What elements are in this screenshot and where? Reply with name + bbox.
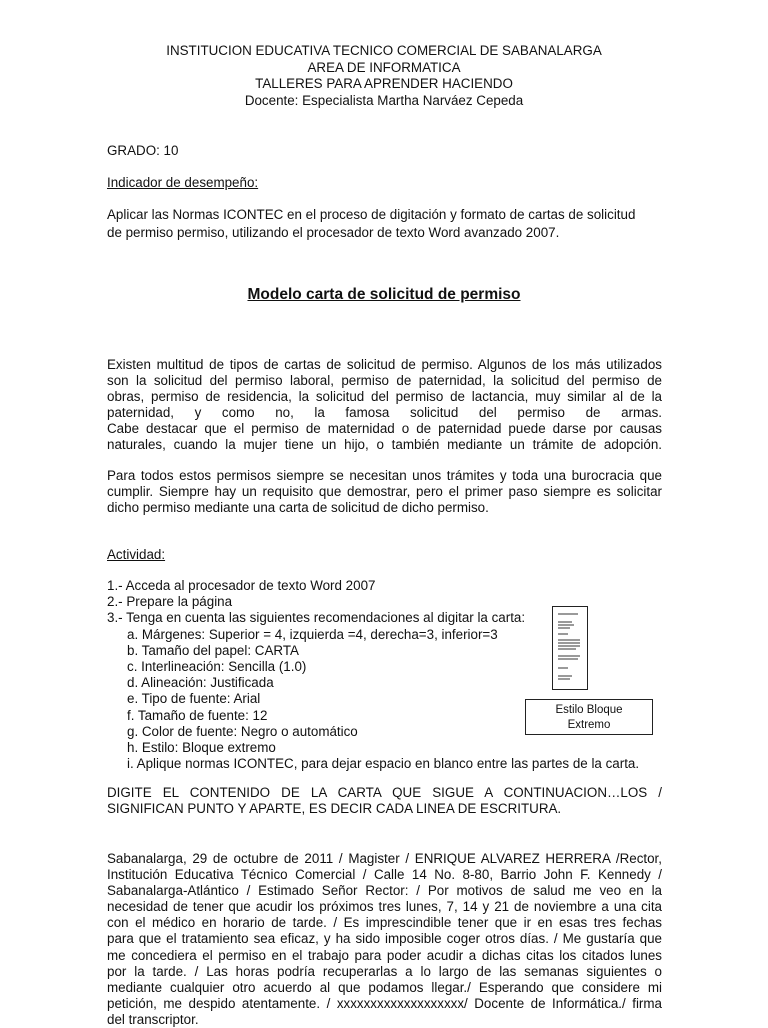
teacher-name: Docente: Especialista Martha Narváez Cepeda [244, 92, 524, 108]
letter-line: Sabanalarga, 29 de octubre de 2011 / Magister / ENRIQUE ALVAREZ HERRERA /Rector, [107, 851, 662, 866]
activity-subitem: d. Alineación: Justificada [127, 675, 274, 691]
area-name: AREA DE INFORMATICA [307, 59, 461, 75]
document-title: Modelo carta de solicitud de permiso [247, 286, 521, 303]
paragraph-line: cumplir. Siempre hay un requisito que demostrar, pero el primer paso siempre es solicitar [107, 484, 662, 499]
institution-name: INSTITUCION EDUCATIVA TECNICO COMERCIAL DE SABANALARGA [166, 43, 602, 58]
letter-line: me concediera el permiso en el trabajo para poder acudir a dichas citas los citados lunes [107, 947, 662, 963]
activity-subitem: e. Tipo de fuente: Arial [127, 691, 261, 707]
paragraph-line: Para todos estos permisos siempre se necesitan unos trámites y toda una burocracia que [107, 468, 662, 483]
paragraph-line: naturales, cuando la mujer tiene un hijo, o también mediante un trámite de adopción. [107, 437, 662, 452]
activity-heading: Actividad: [107, 547, 166, 562]
activity-subitem: g. Color de fuente: Negro o automático [127, 723, 358, 739]
letter-line: mediante cualquier otro acuerdo al que podamos llegar./ Esperando que considere mi [107, 979, 662, 995]
letter-line: necesidad de tener que acudir los próximos tres lunes, 7, 14 y 21 de noviembre a una cita [107, 899, 662, 915]
caption-line: Extremo [567, 719, 611, 731]
activity-step: 2.- Prepare la página [107, 594, 233, 610]
paragraph-line: obras, permiso de residencia, la solicitud del permiso de lactancia, muy similar al de la [107, 389, 662, 404]
activity-step: 1.- Acceda al procesador de texto Word 2007 [107, 578, 376, 593]
intro-paragraph-1 [107, 357, 662, 453]
paragraph-line: Cabe destacar que el permiso de maternidad o de paternidad puede darse por causas [107, 421, 662, 436]
letter-body [107, 851, 662, 1028]
letter-line: petición, me despido atentamente. / xxxxxxxxxxxxxxxxxxx/ Docente de Informática./ firma [107, 995, 662, 1011]
activity-step: 3.- Tenga en cuenta las siguientes recomendaciones al digitar la carta: [107, 610, 526, 626]
letter-line: por la tarde. / Las horas podría recuperarlas a lo largo de las semanas siguientes o [107, 963, 662, 979]
paragraph-line: dicho permiso mediante una carta de solicitud de dicho permiso. [107, 500, 489, 515]
instruction-text [107, 785, 662, 817]
caption-line: Estilo Bloque [555, 704, 623, 716]
intro-paragraph-2 [107, 468, 662, 516]
activity-subitem: h. Estilo: Bloque extremo [127, 740, 276, 756]
letter-line: para que el tratamiento sea eficaz, y ha sido imposible coger otros días. / Me gustaría que [107, 931, 662, 947]
activity-subitem: i. Aplique normas ICONTEC, para dejar espacio en blanco entre las partes de la carta. [127, 756, 640, 772]
document-header [0, 43, 768, 109]
paragraph-line: Existen multitud de tipos de cartas de solicitud de permiso. Algunos de los más utilizados [107, 357, 662, 372]
instruction-line: SIGNIFICAN PUNTO Y APARTE, ES DECIR CADA LINEA DE ESCRITURA. [107, 801, 562, 816]
activity-subitem: f. Tamaño de fuente: 12 [127, 707, 268, 723]
indicator-heading: Indicador de desempeño: [107, 175, 259, 190]
workshop-name: TALLERES PARA APRENDER HACIENDO [255, 76, 513, 91]
activity-subitem: b. Tamaño del papel: CARTA [127, 642, 299, 658]
instruction-line: DIGITE EL CONTENIDO DE LA CARTA QUE SIGUE A CONTINUACION…LOS / [107, 785, 662, 800]
indicator-line: de permiso permiso, utilizando el procesador de texto Word avanzado 2007. [107, 225, 560, 240]
paragraph-line: paternidad, y como no, la famosa solicitud del permiso de armas. [107, 405, 662, 420]
paragraph-line: son la solicitud del permiso laboral, permiso de paternidad, la solicitud del permiso de [107, 373, 662, 388]
letter-line: Sabanalarga-Atlántico / Estimado Señor Rector: / Por motivos de salud me veo en la [107, 883, 662, 899]
activity-subitem: a. Márgenes: Superior = 4, izquierda =4, derecha=3, inferior=3 [127, 626, 498, 642]
indicator-text [107, 206, 667, 242]
thumbnail-caption [525, 699, 653, 735]
activity-subitem: c. Interlineación: Sencilla (1.0) [127, 659, 307, 675]
letter-line: con el médico en horario de tarde. / Es imprescindible tener que ir en esas tres fechas [107, 915, 662, 931]
letter-line: Institución Educativa Técnico Comercial / Calle 14 No. 8-80, Barrio John F. Kennedy / [107, 867, 662, 883]
indicator-line: Aplicar las Normas ICONTEC en el proceso de digitación y formato de cartas de solicitud [107, 207, 636, 222]
letter-line: del transcriptor. [107, 1011, 199, 1027]
grade-label: GRADO: 10 [107, 143, 179, 158]
letter-thumbnail-image [552, 606, 588, 690]
